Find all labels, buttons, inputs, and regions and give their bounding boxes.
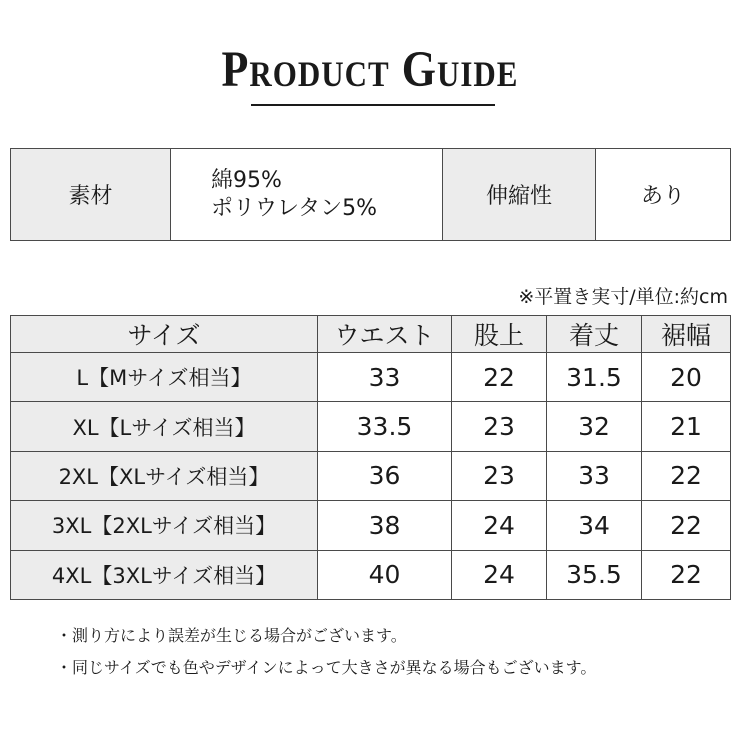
length-cell: 33	[547, 451, 642, 500]
waist-cell: 36	[318, 451, 452, 500]
material-value	[171, 149, 443, 241]
header-hem: 裾幅	[642, 316, 731, 353]
size-cell: XL【Lサイズ相当】	[11, 402, 318, 451]
rise-cell: 24	[452, 501, 547, 550]
footnote: ・同じサイズでも色やデザインによって大きさが異なる場合もございます。	[56, 658, 597, 677]
waist-cell: 33	[318, 353, 452, 402]
title-underline	[251, 104, 495, 106]
unit-note: ※平置き実寸/単位:約cm	[518, 286, 728, 308]
header-waist: ウエスト	[318, 316, 452, 353]
header-rise: 股上	[452, 316, 547, 353]
size-cell: L【Mサイズ相当】	[11, 353, 318, 402]
rise-cell: 22	[452, 353, 547, 402]
size-cell: 4XL【3XLサイズ相当】	[11, 550, 318, 599]
hem-cell: 22	[642, 501, 731, 550]
material-label: 素材	[11, 149, 171, 241]
hem-cell: 22	[642, 550, 731, 599]
length-cell: 32	[547, 402, 642, 451]
size-cell: 3XL【2XLサイズ相当】	[11, 501, 318, 550]
header-length: 着丈	[547, 316, 642, 353]
material-value-line1: 綿95%	[211, 167, 282, 193]
waist-cell: 33.5	[318, 402, 452, 451]
waist-cell: 40	[318, 550, 452, 599]
length-cell: 35.5	[547, 550, 642, 599]
material-value-line2: ポリウレタン5%	[211, 195, 378, 221]
footnote: ・測り方により誤差が生じる場合がございます。	[56, 626, 407, 645]
length-cell: 31.5	[547, 353, 642, 402]
stretch-value: あり	[596, 149, 731, 241]
size-table-header	[11, 316, 731, 353]
page-title: Product Guide	[221, 41, 519, 98]
table-row	[11, 501, 731, 550]
table-row	[11, 451, 731, 500]
header-size: サイズ	[11, 316, 318, 353]
rise-cell: 23	[452, 451, 547, 500]
table-row	[11, 353, 731, 402]
length-cell: 34	[547, 501, 642, 550]
table-row	[11, 402, 731, 451]
waist-cell: 38	[318, 501, 452, 550]
table-row	[11, 550, 731, 599]
size-cell: 2XL【XLサイズ相当】	[11, 451, 318, 500]
rise-cell: 23	[452, 402, 547, 451]
hem-cell: 22	[642, 451, 731, 500]
material-table	[10, 148, 731, 241]
hem-cell: 21	[642, 402, 731, 451]
rise-cell: 24	[452, 550, 547, 599]
hem-cell: 20	[642, 353, 731, 402]
size-table	[10, 315, 731, 600]
stretch-label: 伸縮性	[443, 149, 596, 241]
material-row	[11, 149, 731, 241]
